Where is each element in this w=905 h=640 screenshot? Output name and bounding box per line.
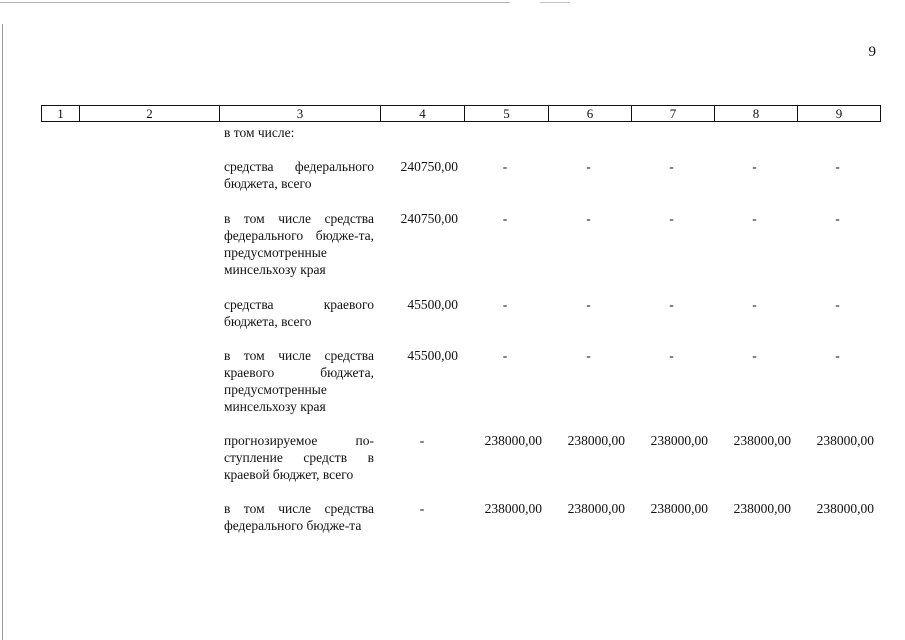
page-number: 9 xyxy=(868,44,876,60)
row-value-col7: - xyxy=(669,211,674,226)
row-value-col8: - xyxy=(752,297,757,312)
row-value-col8: 238000,00 xyxy=(733,501,791,516)
row-value-col6: 238000,00 xyxy=(567,501,625,516)
scan-top-edge-fragment xyxy=(540,2,570,3)
intro-text: в том числе: xyxy=(224,125,295,140)
row-value-col6: - xyxy=(586,211,591,226)
row-value-col4: - xyxy=(419,433,425,448)
row-description: средства федерального бюджета, всего xyxy=(224,159,374,191)
column-header-1: 1 xyxy=(42,106,80,122)
row-value-col8: - xyxy=(752,159,757,174)
row-value-col5: - xyxy=(502,159,508,174)
scan-top-edge xyxy=(0,2,510,3)
row-value-col5: 238000,00 xyxy=(484,433,542,448)
row-value-col8: 238000,00 xyxy=(733,433,791,448)
column-header-6: 6 xyxy=(549,106,632,122)
row-value-col4: - xyxy=(419,501,425,516)
row-description: в том числе средства краевого бюджета, предусмотренные минсельхозу края xyxy=(224,348,374,414)
row-value-col9: - xyxy=(835,348,840,363)
row-value-col9: 238000,00 xyxy=(816,433,874,448)
row-value-col9: - xyxy=(835,297,840,312)
row-value-col5: - xyxy=(502,211,508,226)
column-header-5: 5 xyxy=(465,106,549,122)
column-number-header xyxy=(41,105,881,122)
row-value-col5: - xyxy=(502,297,508,312)
column-header-2: 2 xyxy=(80,106,220,122)
row-description: средства краевого бюджета, всего xyxy=(224,297,374,329)
column-header-3: 3 xyxy=(220,106,381,122)
row-description: в том числе средства федерального бюдже-та xyxy=(224,501,374,533)
row-value-col7: - xyxy=(669,159,674,174)
row-value-col6: - xyxy=(586,348,591,363)
row-value-col9: - xyxy=(835,211,840,226)
row-description: прогнозируемое по-ступление средств в краевой бюджет, всего xyxy=(224,433,374,482)
scan-left-edge xyxy=(2,24,3,640)
column-header-9: 9 xyxy=(798,106,881,122)
row-value-col4: 240750,00 xyxy=(400,211,458,226)
column-header-4: 4 xyxy=(381,106,465,122)
row-value-col8: - xyxy=(752,348,757,363)
row-value-col7: - xyxy=(669,348,674,363)
row-value-col9: - xyxy=(835,159,840,174)
row-value-col4: 45500,00 xyxy=(407,348,458,363)
row-value-col5: 238000,00 xyxy=(484,501,542,516)
column-header-7: 7 xyxy=(632,106,715,122)
column-header-8: 8 xyxy=(715,106,798,122)
row-value-col7: - xyxy=(669,297,674,312)
row-value-col8: - xyxy=(752,211,757,226)
row-value-col4: 45500,00 xyxy=(407,297,458,312)
row-description: в том числе средства федерального бюдже-та, предусмотренные минсельхозу края xyxy=(224,211,374,277)
row-value-col9: 238000,00 xyxy=(816,501,874,516)
row-value-col4: 240750,00 xyxy=(400,159,458,174)
row-value-col6: 238000,00 xyxy=(567,433,625,448)
row-value-col7: 238000,00 xyxy=(650,501,708,516)
row-value-col6: - xyxy=(586,159,591,174)
row-value-col7: 238000,00 xyxy=(650,433,708,448)
row-value-col5: - xyxy=(502,348,508,363)
row-value-col6: - xyxy=(586,297,591,312)
